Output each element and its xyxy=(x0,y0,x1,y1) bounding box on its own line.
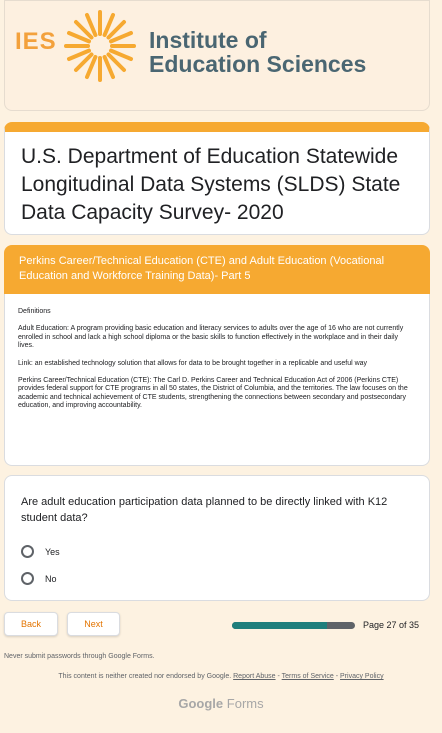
radio-no[interactable] xyxy=(21,572,34,585)
privacy-link[interactable]: Privacy Policy xyxy=(340,673,384,680)
option-yes-label: Yes xyxy=(45,546,60,557)
google-forms-logo[interactable] xyxy=(0,696,442,711)
definition-link: Link: an established technology solution that allows for data to be brought together in a replicable and useful way xyxy=(18,359,368,367)
definition-adult-education: Adult Education: A program providing basic education and literacy services to adults over the age of 16 who are not currently enrolled in school and lack a high school diploma or the basic skills to function effectively in the workplace and in their daily lives. xyxy=(18,325,404,350)
progress-fill xyxy=(232,622,327,629)
ies-logo-text: IES xyxy=(15,28,57,55)
option-yes[interactable] xyxy=(21,538,413,565)
forms-wordmark: Forms xyxy=(226,696,264,711)
org-name-line1: Institute of xyxy=(149,27,267,53)
definitions-heading: Definitions xyxy=(18,308,51,315)
terms-link[interactable]: Terms of Service xyxy=(281,673,334,680)
report-abuse-link[interactable]: Report Abuse xyxy=(233,673,276,680)
password-warning: Never submit passwords through Google Forms. xyxy=(4,653,155,660)
form-title-card xyxy=(4,122,430,235)
definition-perkins-cte: Perkins Career/Technical Education (CTE): The Carl D. Perkins Career and Technical Education Act of 2006 (Perkins CTE) provides federal support for CTE programs in all 50 states, the District of Columbia, and the territories. The law focuses on the academic and technical achievement of CTE students, strengthening the connections between secondary and postsecondary education, and improving accountability. xyxy=(18,377,408,410)
header-banner xyxy=(4,0,430,111)
google-wordmark: Google xyxy=(178,696,224,711)
option-no-label: No xyxy=(45,573,57,584)
question-card xyxy=(4,475,430,601)
radio-yes[interactable] xyxy=(21,545,34,558)
back-button[interactable]: Back xyxy=(4,612,58,636)
org-name-line2: Education Sciences xyxy=(149,51,367,77)
disclaimer-text: This content is neither created nor endorsed by Google. xyxy=(58,673,232,680)
next-button[interactable]: Next xyxy=(67,612,120,636)
question-text: Are adult education participation data planned to be directly linked with K12 student data? xyxy=(21,496,388,524)
sunburst-logo-icon xyxy=(63,9,137,83)
form-title: U.S. Department of Education Statewide Longitudinal Data Systems (SLDS) State Data Capacity Survey- 2020 xyxy=(21,145,401,224)
page-indicator: Page 27 of 35 xyxy=(363,620,420,630)
footer-separator: - xyxy=(275,673,282,680)
footer-separator: - xyxy=(333,673,341,680)
section-header: Perkins Career/Technical Education (CTE) and Adult Education (Vocational Education and Workforce Training Data)- Part 5 xyxy=(4,245,430,294)
org-name xyxy=(149,28,366,76)
disclaimer xyxy=(0,673,442,680)
section-description xyxy=(4,294,430,466)
progress-bar xyxy=(232,622,355,629)
option-no[interactable] xyxy=(21,565,413,592)
